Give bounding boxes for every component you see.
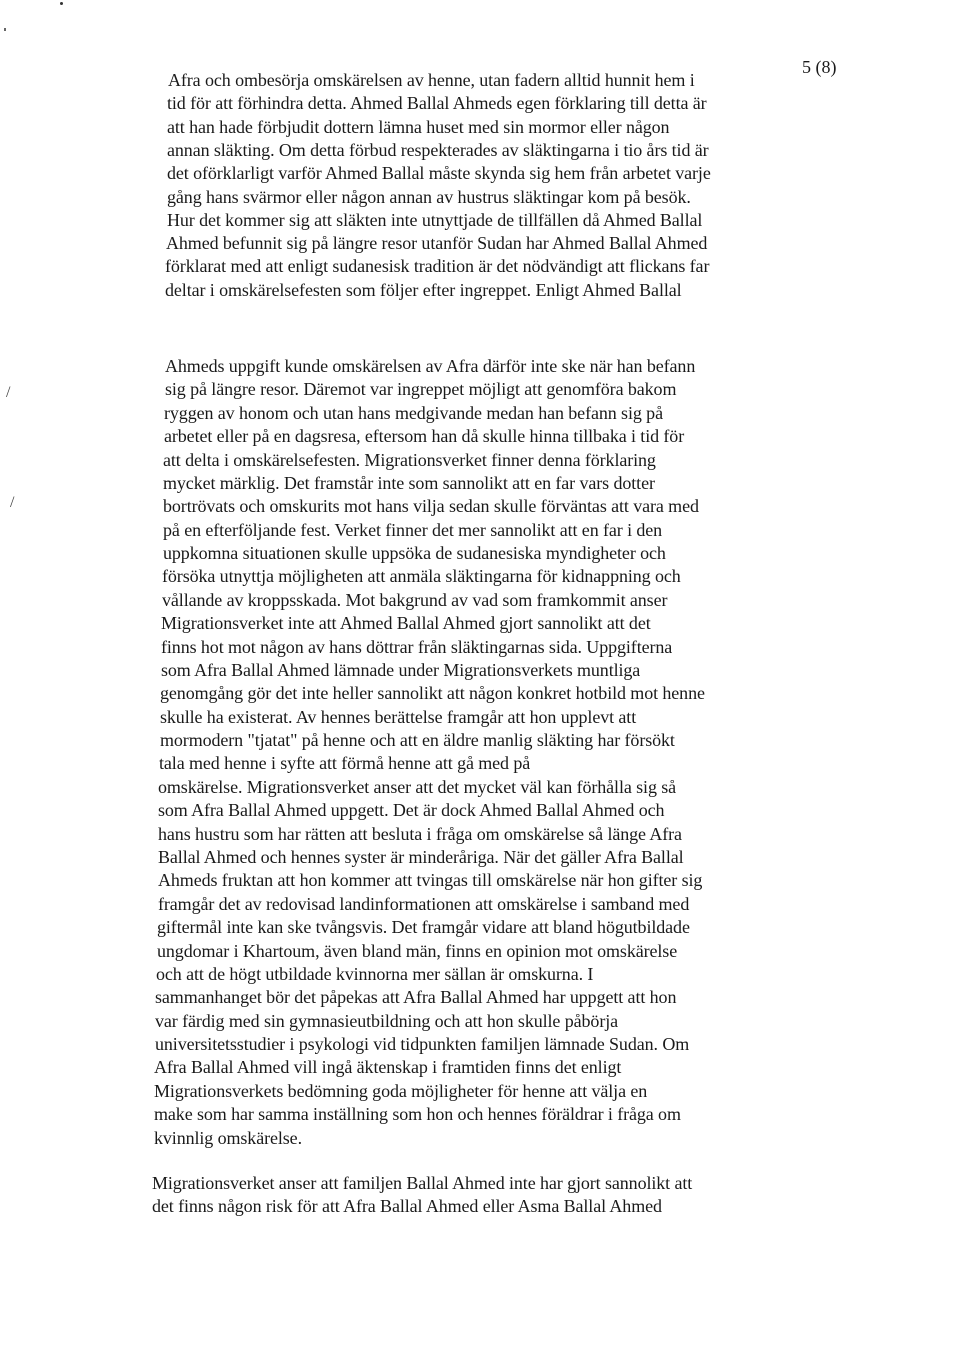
text-line: mormodern "tjatat" på henne och att en äldre manlig släkting har försökt <box>160 730 675 751</box>
text-line: vållande av kroppsskada. Mot bakgrund av vad som framkommit anser <box>162 589 668 610</box>
text-line: kvinnlig omskärelse. <box>154 1127 302 1148</box>
text-line: tala med henne i syfte att förmå henne att gå med på <box>159 753 531 774</box>
text-line: ryggen av honom och utan hans medgivande medan han befann sig på <box>164 402 663 423</box>
text-line: att han hade förbjudit dottern lämna huset med sin mormor eller någon <box>167 116 670 137</box>
text-line: Migrationsverket inte att Ahmed Ballal Ahmed gjort sannolikt att det <box>161 613 651 634</box>
text-line: gång hans svärmor eller någon annan av hustrus släktingar kom på besök. <box>167 186 691 207</box>
text-line: som Afra Ballal Ahmed lämnade under Migrationsverkets muntliga <box>161 659 641 680</box>
text-line: sig på längre resor. Däremot var ingreppet möjligt att genomföra bakom <box>165 379 677 400</box>
text-line: att delta i omskärelsefesten. Migrationsverket finner denna förklaring <box>163 449 656 470</box>
text-line: Hur det kommer sig att släkten inte utnyttjade de tillfällen då Ahmed Ballal <box>167 209 703 230</box>
margin-mark: / <box>10 494 15 511</box>
text-line: Migrationsverkets bedömning goda möjligheter för henne att välja en <box>154 1080 648 1101</box>
text-line: Ahmeds fruktan att hon kommer att tvingas till omskärelse när hon gifter sig <box>158 870 703 891</box>
text-line: ungdomar i Khartoum, även bland män, finns en opinion mot omskärelse <box>157 940 678 961</box>
scan-speck <box>4 28 6 31</box>
text-line: tid för att förhindra detta. Ahmed Ballal Ahmeds egen förklaring till detta är <box>167 93 707 114</box>
text-line: uppkomna situationen skulle uppsöka de sudanesiska myndigheter och <box>163 543 666 564</box>
text-line: Migrationsverket anser att familjen Ballal Ahmed inte har gjort sannolikt att <box>152 1173 693 1193</box>
text-line: framgår det av redovisad landinformationen att omskärelse i samband med <box>158 893 690 914</box>
text-line: skulle ha existerat. Av hennes berättelse framgår att hon upplevt att <box>160 706 637 727</box>
text-line: var färdig med sin gymnasieutbildning och att hon skulle påbörja <box>155 1010 618 1031</box>
text-line: förklarat med att enligt sudanesisk tradition är det nödvändigt att flickans far <box>165 256 710 277</box>
text-line: Afra Ballal Ahmed vill ingå äktenskap i framtiden finns det enligt <box>154 1057 622 1078</box>
text-line: genomgång gör det inte heller sannolikt att någon konkret hotbild mot henne <box>160 683 705 704</box>
text-line: giftermål inte kan ske tvångsvis. Det framgår vidare att bland högutbildade <box>157 917 690 938</box>
text-line: universitetsstudier i psykologi vid tidpunkten familjen lämnade Sudan. Om <box>155 1034 690 1055</box>
text-line: och att de högt utbildade kvinnorna mer sällan är omskurna. I <box>156 963 594 984</box>
text-line: finns hot mot någon av hans döttrar från släktingarnas sida. Uppgifterna <box>161 636 673 657</box>
text-line: deltar i omskärelsefesten som följer efter ingreppet. Enligt Ahmed Ballal <box>165 279 682 300</box>
text-line: sammanhanget bör det påpekas att Afra Ballal Ahmed har uppgett att hon <box>155 987 677 1008</box>
text-line: det oförklarligt varför Ahmed Ballal måste skynda sig hem från arbetet varje <box>167 163 711 184</box>
text-line: hans hustru som har rätten att besluta i fråga om omskärelse så länge Afra <box>158 823 682 844</box>
text-line: make som har samma inställning som hon och hennes föräldrar i fråga om <box>154 1104 681 1125</box>
page-number: 5 (8) <box>802 57 837 77</box>
text-line: Ahmeds uppgift kunde omskärelsen av Afra därför inte ske när han befann <box>165 356 696 376</box>
scan-speck <box>60 2 63 5</box>
text-line: arbetet eller på en dagsresa, eftersom han då skulle hinna tillbaka i tid för <box>164 426 685 447</box>
margin-mark: / <box>6 384 11 401</box>
text-line: bortrövats och omskurits mot hans vilja sedan skulle förväntas att vara med <box>163 496 699 517</box>
text-line: annan släkting. Om detta förbud respekterades av släktingarna i tio års tid är <box>167 139 709 160</box>
text-line: omskärelse. Migrationsverket anser att det mycket väl kan förhålla sig så <box>158 776 677 797</box>
text-line: Ahmed befunnit sig på längre resor utanför Sudan har Ahmed Ballal Ahmed <box>166 233 708 254</box>
text-line: det finns någon risk för att Afra Ballal Ahmed eller Asma Ballal Ahmed <box>152 1196 662 1217</box>
text-line: på en efterföljande fest. Verket finner det mer sannolikt att en far i den <box>163 519 663 540</box>
text-line: Afra och ombesörja omskärelsen av henne, utan fadern alltid hunnit hem i <box>168 70 695 90</box>
text-line: Ballal Ahmed och hennes syster är minderåriga. När det gäller Afra Ballal <box>158 846 684 867</box>
text-line: som Afra Ballal Ahmed uppgett. Det är dock Ahmed Ballal Ahmed och <box>158 800 665 821</box>
text-line: försöka utnyttja möjligheten att anmäla släktingarna för kidnappning och <box>162 566 681 587</box>
text-line: mycket märklig. Det framstår inte som sannolikt att en far vars dotter <box>163 472 655 493</box>
